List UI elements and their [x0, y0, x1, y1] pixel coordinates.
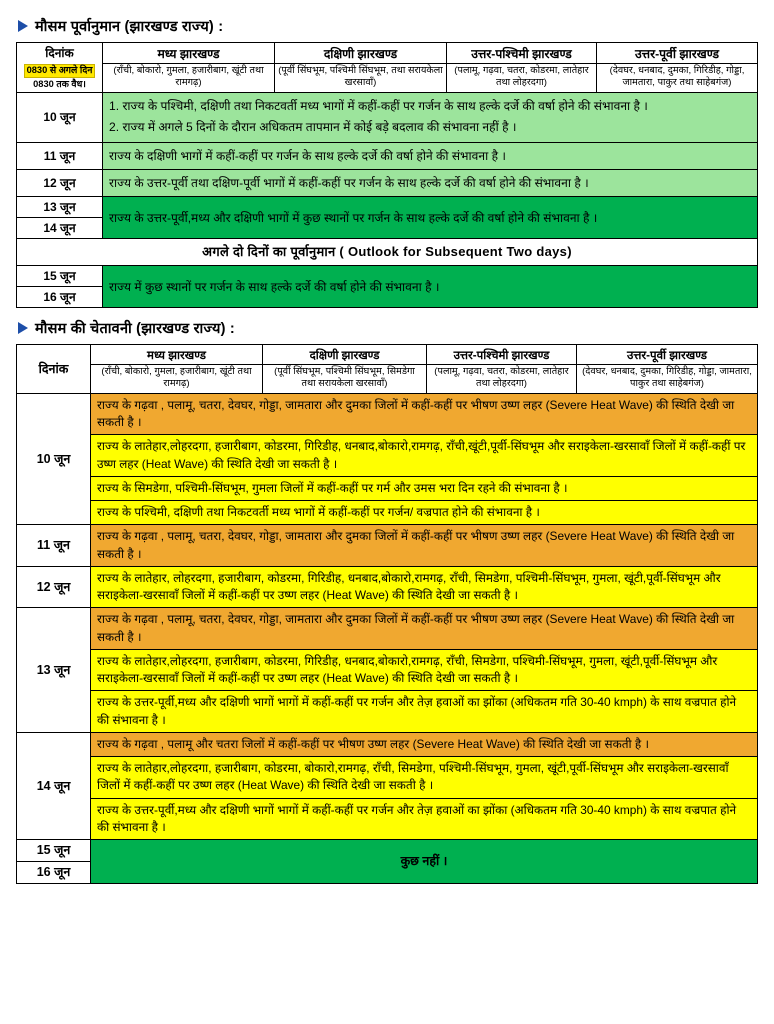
- table-row: [17, 142, 758, 169]
- warning-item-10-2: राज्य के लातेहार,लोहरदगा, हजारीबाग, कोडरमा, गिरिडीह, धनबाद,बोकारो,रामगढ़, राँची,खूंटी,पूर्वी-सिंघभूम और सराइकेला-खरसावाँ जिलों में कहीं-कहीं पर उष्ण लहर (Heat Wave) की स्थिति देखी जा सकती है ।: [91, 435, 758, 477]
- table-row: [17, 691, 758, 733]
- table-row: [17, 608, 758, 650]
- forecast-content-12: राज्य के उत्तर-पूर्वी तथा दक्षिण-पूर्वी भागों में कहीं-कहीं पर गर्जन के साथ हल्के दर्जे की वर्षा होने की संभावना है ।: [103, 169, 758, 196]
- forecast-table: [16, 42, 758, 308]
- arrow-right-icon: [18, 20, 28, 32]
- forecast-content-11: राज्य के दक्षिणी भागों में कहीं-कहीं पर गर्जन के साथ हल्के दर्जे की वर्षा होने की संभावना है ।: [103, 142, 758, 169]
- warning-item-10-1: राज्य के गढ़वा , पलामू, चतरा, देवघर, गोड्डा, जामतारा और दुमका जिलों में कहीं-कहीं पर भीषण उष्ण लहर (Severe Heat Wave) की स्थिति देखी जा सकती है ।: [91, 393, 758, 435]
- forecast-region-header-central: मध्य झारखण्ड: [103, 43, 275, 64]
- warning-item-13-1: राज्य के गढ़वा , पलामू, चतरा, देवघर, गोड्डा, जामतारा और दुमका जिलों में कहीं-कहीं पर भीषण उष्ण लहर (Severe Heat Wave) की स्थिति देखी जा सकती है ।: [91, 608, 758, 650]
- forecast-section-heading: [18, 16, 758, 36]
- warning-region-header-northeast: उत्तर-पूर्वी झारखण्ड: [577, 345, 758, 365]
- warning-region-districts-south: (पूर्वी सिंघभूम, पश्चिमी सिंघभूम, सिमडेगा तथा सरायकेला खरसावाँ): [263, 364, 427, 393]
- warning-date-13: 13 जून: [17, 608, 91, 733]
- forecast-date-header-label: दिनांक: [45, 46, 74, 61]
- warning-region-header-south: दक्षिणी झारखण्ड: [263, 345, 427, 365]
- forecast-region-header-northwest: उत्तर-पश्चिमी झारखण्ड: [447, 43, 597, 64]
- forecast-title: मौसम पूर्वानुमान (झारखण्ड राज्य) :: [35, 19, 224, 35]
- table-row: [17, 566, 758, 608]
- table-row: [17, 265, 758, 286]
- table-row: [17, 393, 758, 435]
- forecast-header-row: [17, 43, 758, 64]
- forecast-region-header-northeast: उत्तर-पूर्वी झारखण्ड: [597, 43, 758, 64]
- table-row: [17, 501, 758, 525]
- table-row: [17, 197, 758, 218]
- table-row: [17, 169, 758, 196]
- warning-item-11-12-1: राज्य के गढ़वा , पलामू, चतरा, देवघर, गोड्डा, जामतारा और दुमका जिलों में कहीं-कहीं पर भीषण उष्ण लहर (Severe Heat Wave) की स्थिति देखी जा सकती है ।: [91, 525, 758, 567]
- warning-date-16: 16 जून: [17, 862, 91, 884]
- forecast-content-10-line-1: 1. राज्य के पश्चिमी, दक्षिणी तथा निकटवर्ती मध्य भागों में कहीं-कहीं पर गर्जन के साथ हल्के दर्जे की वर्षा होने की संभावना है ।: [109, 99, 648, 114]
- warning-title: मौसम की चेतावनी (झारखण्ड राज्य) :: [35, 321, 235, 338]
- warning-item-13-2: राज्य के लातेहार,लोहरदगा, हजारीबाग, कोडरमा, गिरिडीह, धनबाद,बोकारो,रामगढ़, राँची, सिमडेगा, पश्चिमी-सिंघभूम, गुमला, खूंटी,पूर्वी-सिंघभूम और सराइकेला-खरसावाँ जिलों में कहीं-कहीं पर उष्ण लहर (Heat Wave) की स्थिति देखी जा सकती है ।: [91, 649, 758, 691]
- warning-item-14-3: राज्य के उत्तर-पूर्वी,मध्य और दक्षिणी भागों भागों में कहीं-कहीं पर गर्जन और तेज़ हवाओं का झोंका (अधिकतम गति 30-40 kmph) के साथ वज्रपात होने की संभावना है ।: [91, 798, 758, 840]
- warning-date-15: 15 जून: [17, 840, 91, 862]
- forecast-content-10-line-2: 2. राज्य में अगले 5 दिनों के दौरान अधिकतम तापमान में कोई बड़े बदलाव की संभावना नहीं है ।: [109, 119, 517, 134]
- forecast-region-districts-northwest: (पलामू, गढ़वा, चतरा, कोडरमा, लातेहार तथा लोहरदगा): [447, 64, 597, 93]
- forecast-date-16: 16 जून: [17, 287, 103, 308]
- outlook-label: अगले दो दिनों का पूर्वानुमान ( Outlook for Subsequent Two days): [17, 239, 758, 266]
- warning-subheader-row: [17, 364, 758, 393]
- warning-item-11-12-2: राज्य के लातेहार, लोहरदगा, हजारीबाग, कोडरमा, गिरिडीह, धनबाद,बोकारो,रामगढ़, राँची, सिमडेगा, पश्चिमी-सिंघभूम, गुमला, खूंटी,पूर्वी-सिंघभूम और सराइकेला-खरसावाँ जिलों में कहीं-कहीं पर उष्ण लहर (Heat Wave) की स्थिति देखी जा सकती है ।: [91, 566, 758, 608]
- forecast-date-12: 12 जून: [17, 169, 103, 196]
- forecast-region-districts-south: (पूर्वी सिंघभूम, पश्चिमी सिंघभूम, तथा सरायकेला खरसावाँ): [275, 64, 447, 93]
- table-row: [17, 476, 758, 500]
- table-row: [17, 525, 758, 567]
- warning-date-header-label: दिनांक: [17, 345, 91, 394]
- forecast-content-15-16: राज्य में कुछ स्थानों पर गर्जन के साथ हल्के दर्जे की वर्षा होने की संभावना है ।: [103, 265, 758, 307]
- warning-header-row: [17, 345, 758, 365]
- table-row: [17, 649, 758, 691]
- forecast-date-10: 10 जून: [17, 93, 103, 142]
- table-row: [17, 798, 758, 840]
- warning-date-12: 12 जून: [17, 566, 91, 608]
- warning-item-14-2: राज्य के लातेहार,लोहरदगा, हजारीबाग, कोडरमा, बोकारो,रामगढ़, राँची, सिमडेगा, पश्चिमी-सिंघभूम, गुमला, खूंटी,पूर्वी-सिंघभूम और सराइकेला-खरसावाँ जिलों में कहीं-कहीं पर उष्ण लहर (Heat Wave) की स्थिति देखी जा सकती है ।: [91, 757, 758, 799]
- warning-region-header-central: मध्य झारखण्ड: [91, 345, 263, 365]
- warning-table: [16, 344, 758, 884]
- forecast-date-13: 13 जून: [17, 197, 103, 218]
- forecast-date-14: 14 जून: [17, 218, 103, 239]
- table-row: [17, 732, 758, 756]
- warning-date-11: 11 जून: [17, 525, 91, 567]
- warning-item-10-4: राज्य के पश्चिमी, दक्षिणी तथा निकटवर्ती मध्य भागों में कहीं-कहीं पर गर्जन/ वज्रपात होने की संभावना है ।: [91, 501, 758, 525]
- table-row: [17, 435, 758, 477]
- table-row: [17, 840, 758, 862]
- warning-date-10: 10 जून: [17, 393, 91, 525]
- table-row: [17, 757, 758, 799]
- forecast-date-header-cell: [17, 43, 103, 93]
- warning-region-districts-northeast: (देवघर, धनबाद, दुमका, गिरिडीह, गोड्डा, जामतारा, पाकुर तथा साहेबगंज): [577, 364, 758, 393]
- warning-item-13-3: राज्य के उत्तर-पूर्वी,मध्य और दक्षिणी भागों भागों में कहीं-कहीं पर गर्जन और तेज़ हवाओं का झोंका (अधिकतम गति 30-40 kmph) के साथ वज्रपात होने की संभावना है ।: [91, 691, 758, 733]
- warning-region-districts-central: (राँची, बोकारो, गुमला, हजारीबाग, खूंटी तथा रामगढ़): [91, 364, 263, 393]
- forecast-region-header-south: दक्षिणी झारखण्ड: [275, 43, 447, 64]
- warning-section-heading: [18, 318, 758, 338]
- forecast-region-districts-northeast: (देवघर, धनबाद, दुमका, गिरिडीह, गोड्डा, जामतारा, पाकुर तथा साहेबगंज): [597, 64, 758, 93]
- warning-item-14-1: राज्य के गढ़वा , पलामू और चतरा जिलों में कहीं-कहीं पर भीषण उष्ण लहर (Severe Heat Wave) की स्थिति देखी जा सकती है ।: [91, 732, 758, 756]
- forecast-content-10: [103, 93, 758, 142]
- table-row: [17, 93, 758, 142]
- forecast-region-districts-central: (राँची, बोकारो, गुमला, हजारीबाग, खूंटी तथा रामगढ़): [103, 64, 275, 93]
- arrow-right-icon: [18, 322, 28, 334]
- forecast-date-validity-note-2: 0830 तक वैध।: [33, 79, 86, 90]
- warning-region-header-northwest: उत्तर-पश्चिमी झारखण्ड: [427, 345, 577, 365]
- forecast-date-15: 15 जून: [17, 265, 103, 286]
- forecast-subheader-row: [17, 64, 758, 93]
- warning-region-districts-northwest: (पलामू, गढ़वा, चतरा, कोडरमा, लातेहार तथा लोहरदगा): [427, 364, 577, 393]
- warning-item-10-3: राज्य के सिमडेगा, पश्चिमी-सिंघभूम, गुमला जिलों में कहीं-कहीं पर गर्म और उमस भरा दिन रहने की संभावना है ।: [91, 476, 758, 500]
- warning-nothing-text: कुछ नहीं ।: [91, 840, 758, 884]
- warning-date-14: 14 जून: [17, 732, 91, 839]
- forecast-content-13-14: राज्य के उत्तर-पूर्वी,मध्य और दक्षिणी भागों में कुछ स्थानों पर गर्जन के साथ हल्के दर्जे की वर्षा होने की संभावना है ।: [103, 197, 758, 239]
- forecast-date-11: 11 जून: [17, 142, 103, 169]
- forecast-date-validity-note-1: 0830 से अगले दिन: [24, 64, 96, 78]
- outlook-heading-row: [17, 239, 758, 266]
